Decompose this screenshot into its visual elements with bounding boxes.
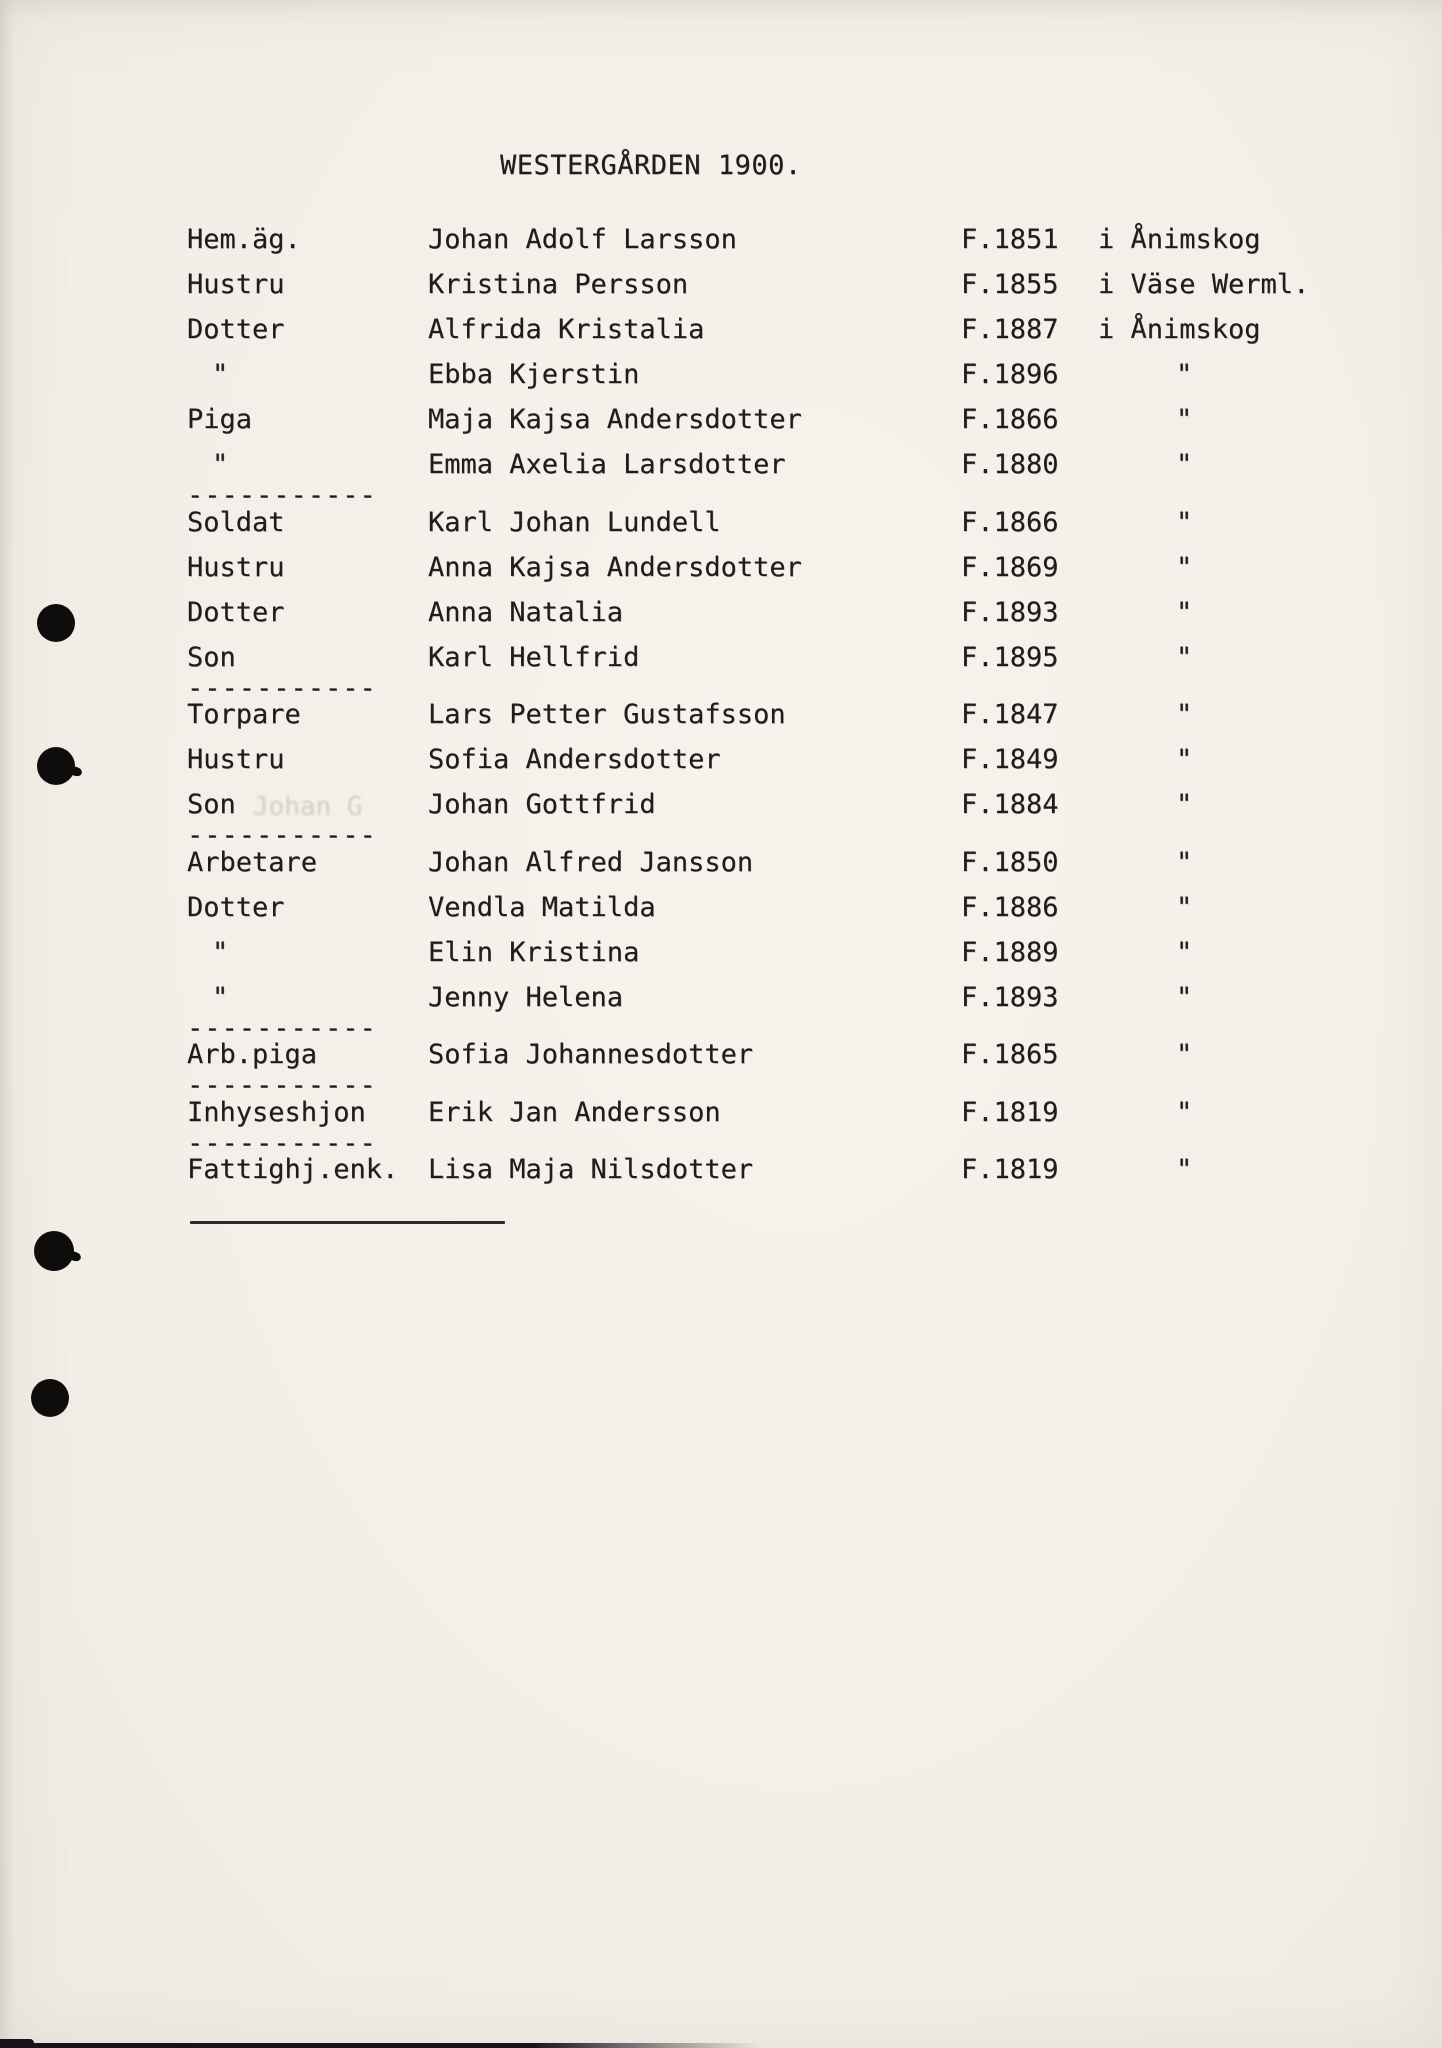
name-cell: Sofia Andersdotter <box>428 744 721 775</box>
birth-cell: F.1889 <box>961 936 1059 968</box>
place-cell: " <box>1176 551 1193 583</box>
erased-text: Johan G <box>253 792 363 822</box>
table-row <box>0 597 1442 629</box>
birth-cell: F.1847 <box>961 699 1059 730</box>
place-cell: " <box>1176 449 1193 480</box>
role-cell: Son <box>187 789 236 820</box>
name-cell: Kristina Persson <box>428 269 689 300</box>
role-cell: Hustru <box>187 269 285 300</box>
role-cell: Hustru <box>187 551 285 583</box>
table-row <box>0 404 1442 436</box>
role-cell: Dotter <box>187 596 285 628</box>
table-row <box>0 937 1442 969</box>
role-cell: Son <box>187 641 236 673</box>
name-cell: Johan Alfred Jansson <box>428 846 754 878</box>
birth-cell: F.1884 <box>961 789 1059 820</box>
table-row <box>0 892 1442 924</box>
place-cell: " <box>1176 789 1193 820</box>
birth-cell: F.1850 <box>961 846 1059 878</box>
role-cell: " <box>212 359 229 390</box>
table-row <box>0 789 1442 821</box>
name-cell: Maja Kajsa Andersdotter <box>428 404 802 435</box>
birth-cell: F.1880 <box>961 449 1059 480</box>
bottom-rule <box>190 1221 505 1224</box>
divider-dashes: ----------- <box>187 1127 377 1159</box>
role-cell: Soldat <box>187 506 285 538</box>
birth-cell: F.1866 <box>961 404 1059 435</box>
scan-edge-artifact <box>0 2039 34 2048</box>
table-row <box>0 507 1442 539</box>
name-cell: Erik Jan Andersson <box>428 1096 721 1128</box>
role-cell: " <box>212 449 229 480</box>
role-cell: Inhyseshjon <box>187 1096 366 1128</box>
role-cell: Hem.äg. <box>187 224 301 255</box>
name-cell: Lisa Maja Nilsdotter <box>428 1154 754 1185</box>
place-cell: " <box>1176 641 1193 673</box>
divider-dashes: ----------- <box>187 672 377 704</box>
name-cell: Karl Hellfrid <box>428 641 640 673</box>
name-cell: Anna Kajsa Andersdotter <box>428 551 802 583</box>
birth-cell: F.1866 <box>961 506 1059 538</box>
name-cell: Johan Adolf Larsson <box>428 224 737 255</box>
name-cell: Alfrida Kristalia <box>428 314 705 345</box>
table-row <box>0 982 1442 1014</box>
place-cell: " <box>1176 846 1193 878</box>
page-title: WESTERGÅRDEN 1900. <box>500 150 802 181</box>
place-cell: i Ånimskog <box>1098 224 1261 255</box>
place-cell: " <box>1176 891 1193 923</box>
table-row <box>0 1154 1442 1186</box>
birth-cell: F.1819 <box>961 1096 1059 1128</box>
birth-cell: F.1893 <box>961 981 1059 1013</box>
divider-dashes: ----------- <box>187 1012 377 1044</box>
table-row <box>0 847 1442 879</box>
role-cell: Dotter <box>187 891 285 923</box>
role-cell: " <box>212 936 229 968</box>
role-cell: Fattighj.enk. <box>187 1154 399 1185</box>
place-cell: " <box>1176 596 1193 628</box>
place-cell: i Väse Werml. <box>1098 269 1310 300</box>
role-cell: Torpare <box>187 699 301 730</box>
place-cell: " <box>1176 744 1193 775</box>
place-cell: " <box>1176 506 1193 538</box>
table-row <box>0 744 1442 776</box>
place-cell: " <box>1176 404 1193 435</box>
birth-cell: F.1819 <box>961 1154 1059 1185</box>
hole-punch <box>37 604 75 642</box>
name-cell: Ebba Kjerstin <box>428 359 640 390</box>
table-row <box>0 269 1442 301</box>
name-cell: Johan Gottfrid <box>428 789 656 820</box>
place-cell: " <box>1176 359 1193 390</box>
role-cell: Arbetare <box>187 846 318 878</box>
name-cell: Karl Johan Lundell <box>428 506 721 538</box>
hole-punch <box>37 747 75 785</box>
name-cell: Sofia Johannesdotter <box>428 1039 754 1070</box>
name-cell: Emma Axelia Larsdotter <box>428 449 786 480</box>
birth-cell: F.1849 <box>961 744 1059 775</box>
place-cell: " <box>1176 936 1193 968</box>
table-row <box>0 314 1442 346</box>
place-cell: " <box>1176 699 1193 730</box>
role-cell: Arb.piga <box>187 1039 318 1070</box>
birth-cell: F.1851 <box>961 224 1059 255</box>
divider-dashes: ----------- <box>187 480 377 511</box>
table-row <box>0 699 1442 731</box>
name-cell: Anna Natalia <box>428 596 624 628</box>
birth-cell: F.1887 <box>961 314 1059 345</box>
table-row <box>0 552 1442 584</box>
place-cell: i Ånimskog <box>1098 314 1261 345</box>
birth-cell: F.1855 <box>961 269 1059 300</box>
role-cell: Hustru <box>187 744 285 775</box>
role-cell: Dotter <box>187 314 285 345</box>
table-row <box>0 449 1442 481</box>
table-row <box>0 359 1442 391</box>
place-cell: " <box>1176 1039 1193 1070</box>
table-row <box>0 642 1442 674</box>
table-row <box>0 1097 1442 1129</box>
hole-punch <box>34 1231 74 1271</box>
birth-cell: F.1893 <box>961 596 1059 628</box>
role-cell: " <box>212 981 229 1013</box>
birth-cell: F.1895 <box>961 641 1059 673</box>
place-cell: " <box>1176 981 1193 1013</box>
name-cell: Jenny Helena <box>428 981 624 1013</box>
divider-dashes: ----------- <box>187 820 377 851</box>
place-cell: " <box>1176 1096 1193 1128</box>
birth-cell: F.1869 <box>961 551 1059 583</box>
name-cell: Elin Kristina <box>428 936 640 968</box>
birth-cell: F.1886 <box>961 891 1059 923</box>
hole-punch <box>31 1379 69 1417</box>
table-row <box>0 224 1442 256</box>
birth-cell: F.1896 <box>961 359 1059 390</box>
divider-dashes: ----------- <box>187 1070 377 1101</box>
birth-cell: F.1865 <box>961 1039 1059 1070</box>
role-cell: Piga <box>187 404 253 435</box>
name-cell: Vendla Matilda <box>428 891 656 923</box>
scan-edge-artifact <box>0 2043 760 2048</box>
place-cell: " <box>1176 1154 1193 1185</box>
table-row <box>0 1039 1442 1071</box>
name-cell: Lars Petter Gustafsson <box>428 699 786 730</box>
